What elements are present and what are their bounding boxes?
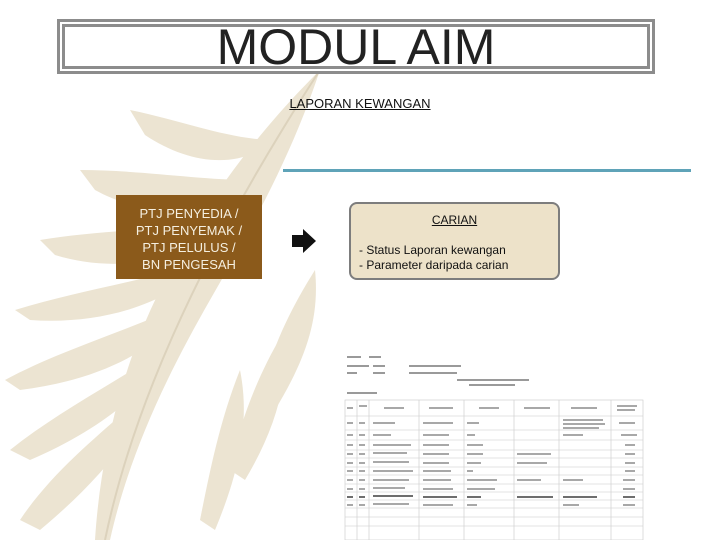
role-line: BN PENGESAH (142, 257, 236, 272)
search-criteria-line: - Parameter daripada carian (359, 258, 509, 272)
search-criteria-line: - Status Laporan kewangan (359, 243, 506, 257)
page-title: MODUL AIM (216, 19, 496, 75)
search-box (349, 202, 560, 280)
search-box-title: CARIAN (431, 213, 478, 227)
feather-decoration (0, 40, 330, 540)
title-box (57, 19, 655, 74)
role-line: PTJ PENYEMAK / (135, 223, 243, 238)
arrow-right-icon (291, 228, 317, 254)
report-screenshot-thumbnail (339, 352, 645, 540)
role-line: PTJ PELULUS / (142, 240, 236, 255)
page-subtitle: LAPORAN KEWANGAN (289, 96, 431, 111)
roles-box (116, 195, 262, 279)
accent-divider (283, 169, 691, 172)
role-line: PTJ PENYEDIA / (139, 206, 239, 221)
